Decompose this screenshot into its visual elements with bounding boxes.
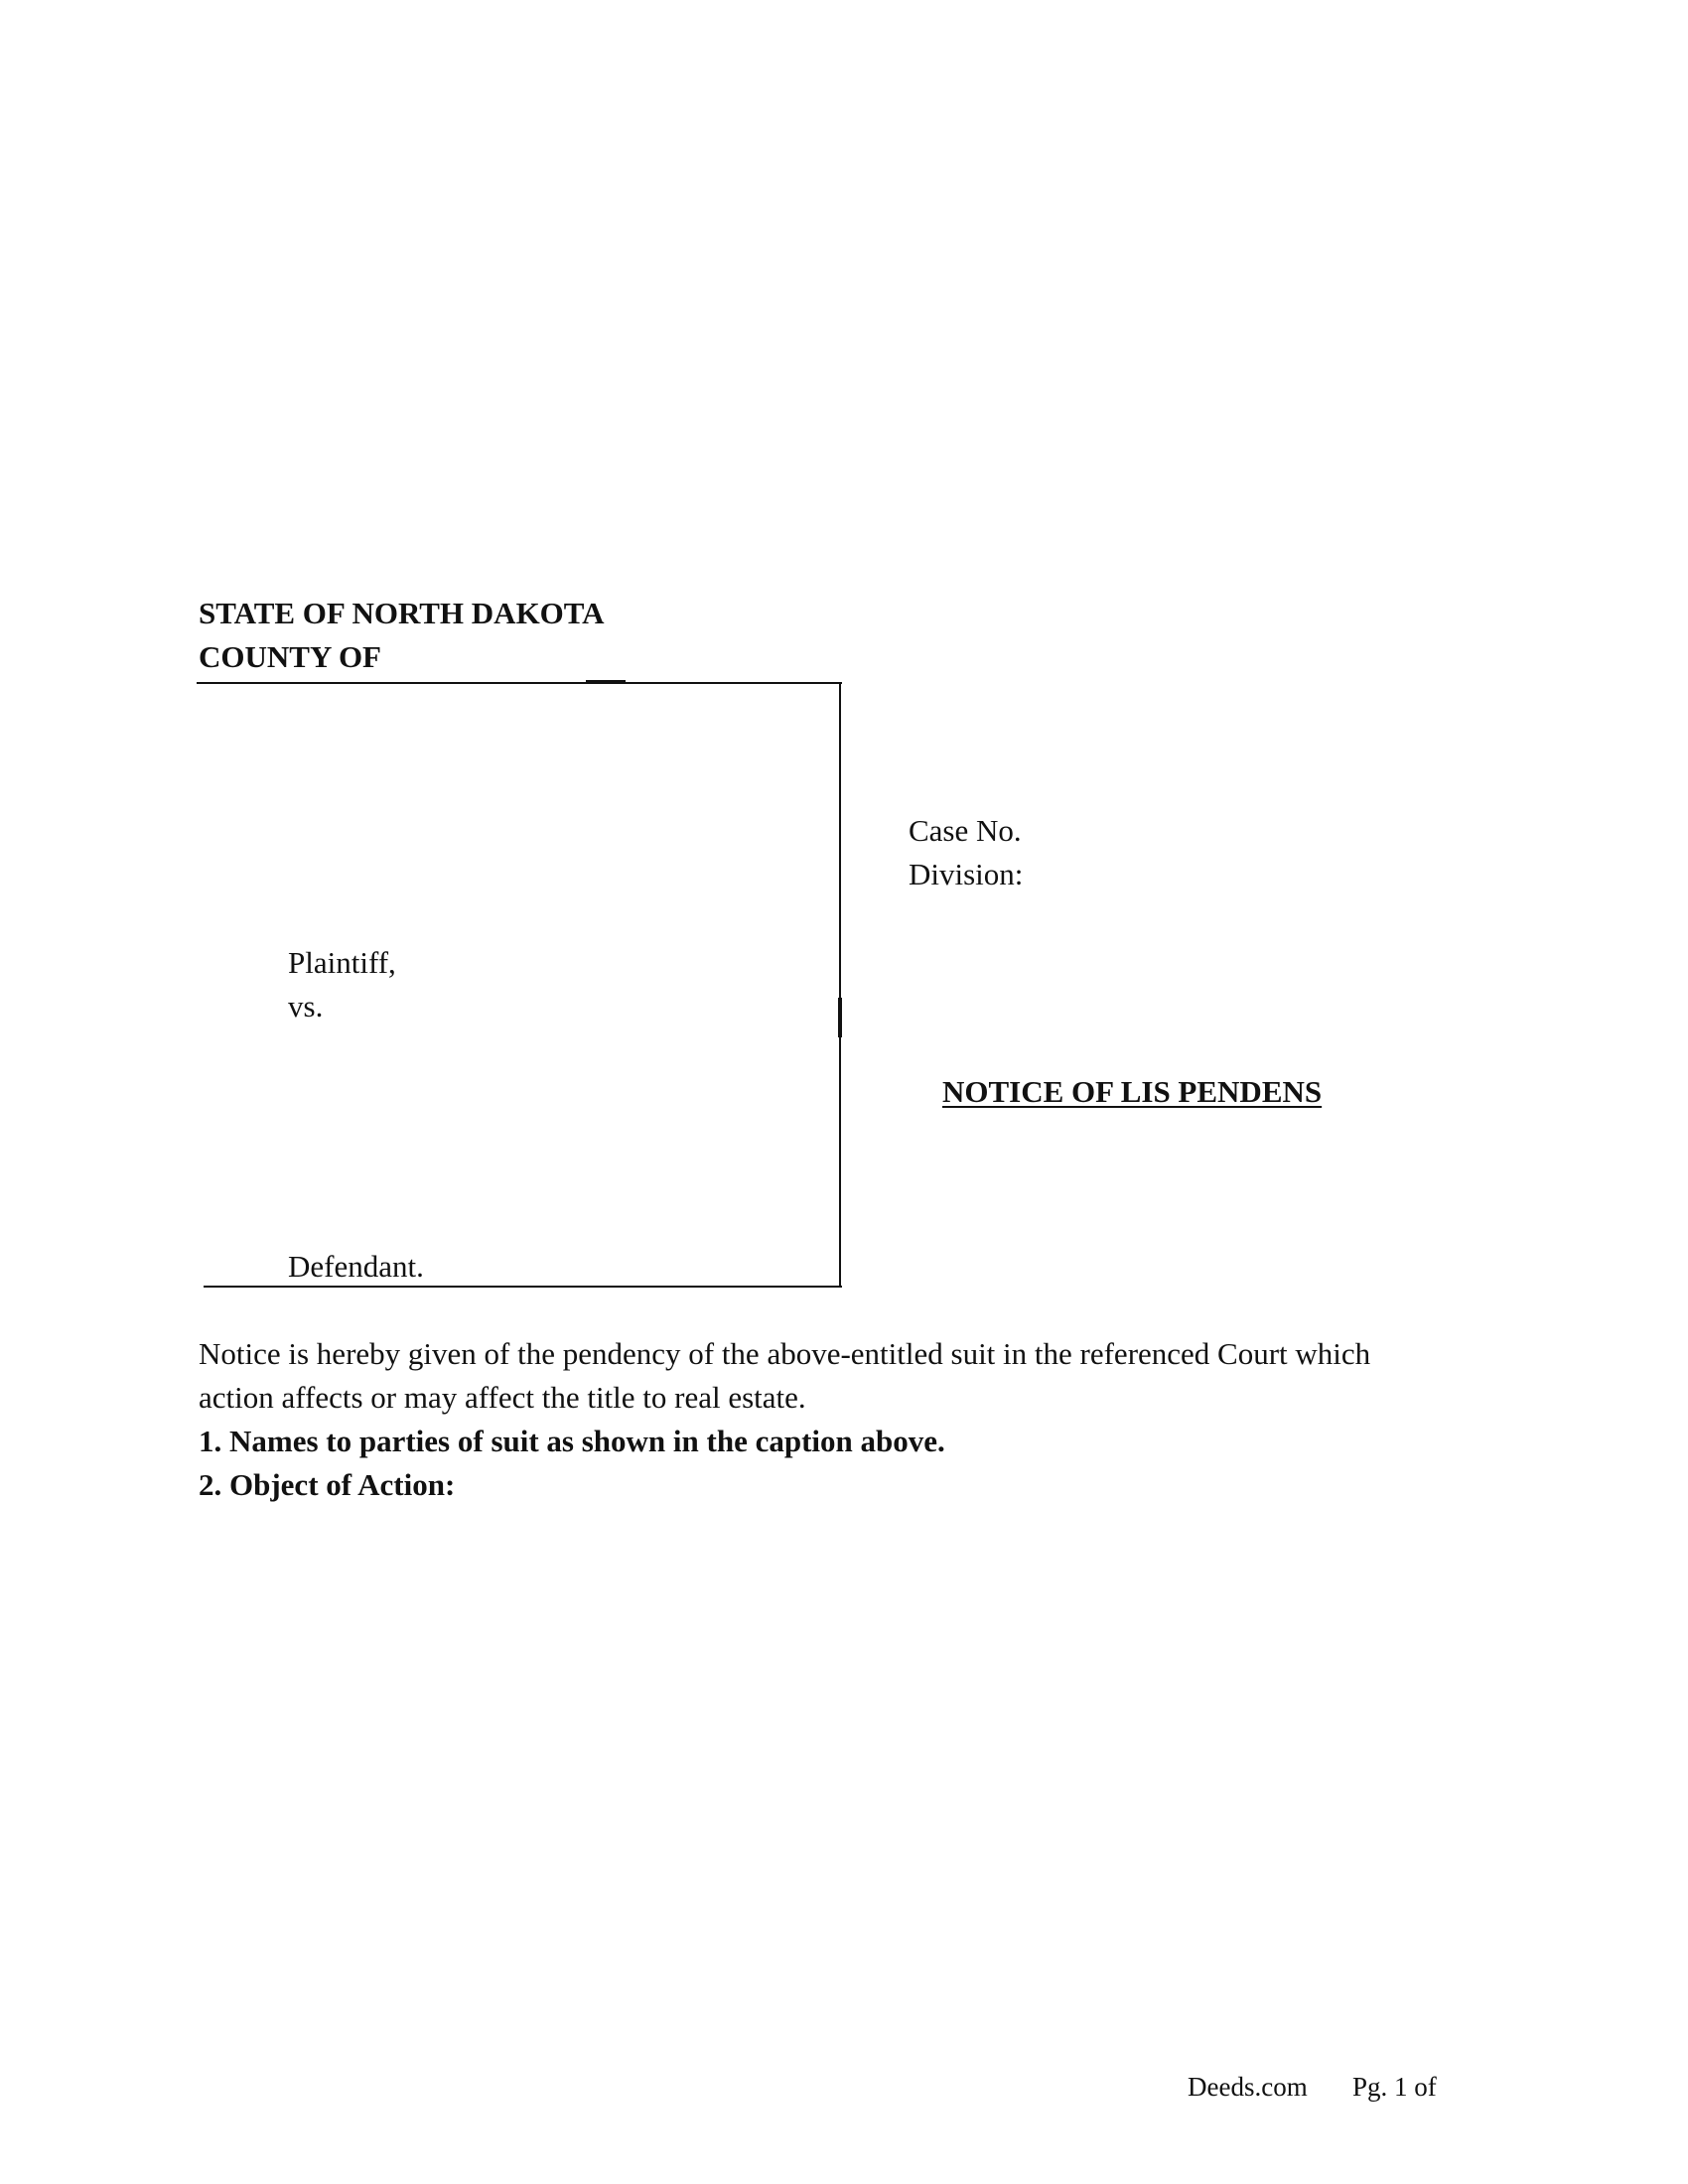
footer-site-name: Deeds.com [1188, 2072, 1308, 2102]
division-label: Division: [909, 857, 1024, 891]
footer-page-number: Pg. 1 of [1352, 2072, 1437, 2102]
notice-paragraph-line-2: action affects or may affect the title to real estate. [199, 1380, 806, 1415]
item-names-of-parties: 1. Names to parties of suit as shown in the caption above. [199, 1424, 945, 1458]
document-title: NOTICE OF LIS PENDENS [942, 1074, 1323, 1109]
plaintiff-label: Plaintiff, [288, 945, 396, 980]
defendant-label: Defendant. [288, 1249, 424, 1284]
caption-vertical-divider [839, 682, 841, 1288]
item-object-of-action: 2. Object of Action: [199, 1467, 456, 1502]
county-underline [586, 680, 626, 683]
case-number-label: Case No. [909, 813, 1022, 848]
notice-paragraph-line-1: Notice is hereby given of the pendency of the above-entitled suit in the referenced Court which [199, 1336, 1371, 1371]
caption-divider-mark [838, 998, 842, 1037]
versus-label: vs. [288, 989, 324, 1024]
state-heading: STATE OF NORTH DAKOTA [199, 596, 605, 630]
caption-top-line [197, 682, 842, 684]
county-heading: COUNTY OF [199, 639, 381, 674]
